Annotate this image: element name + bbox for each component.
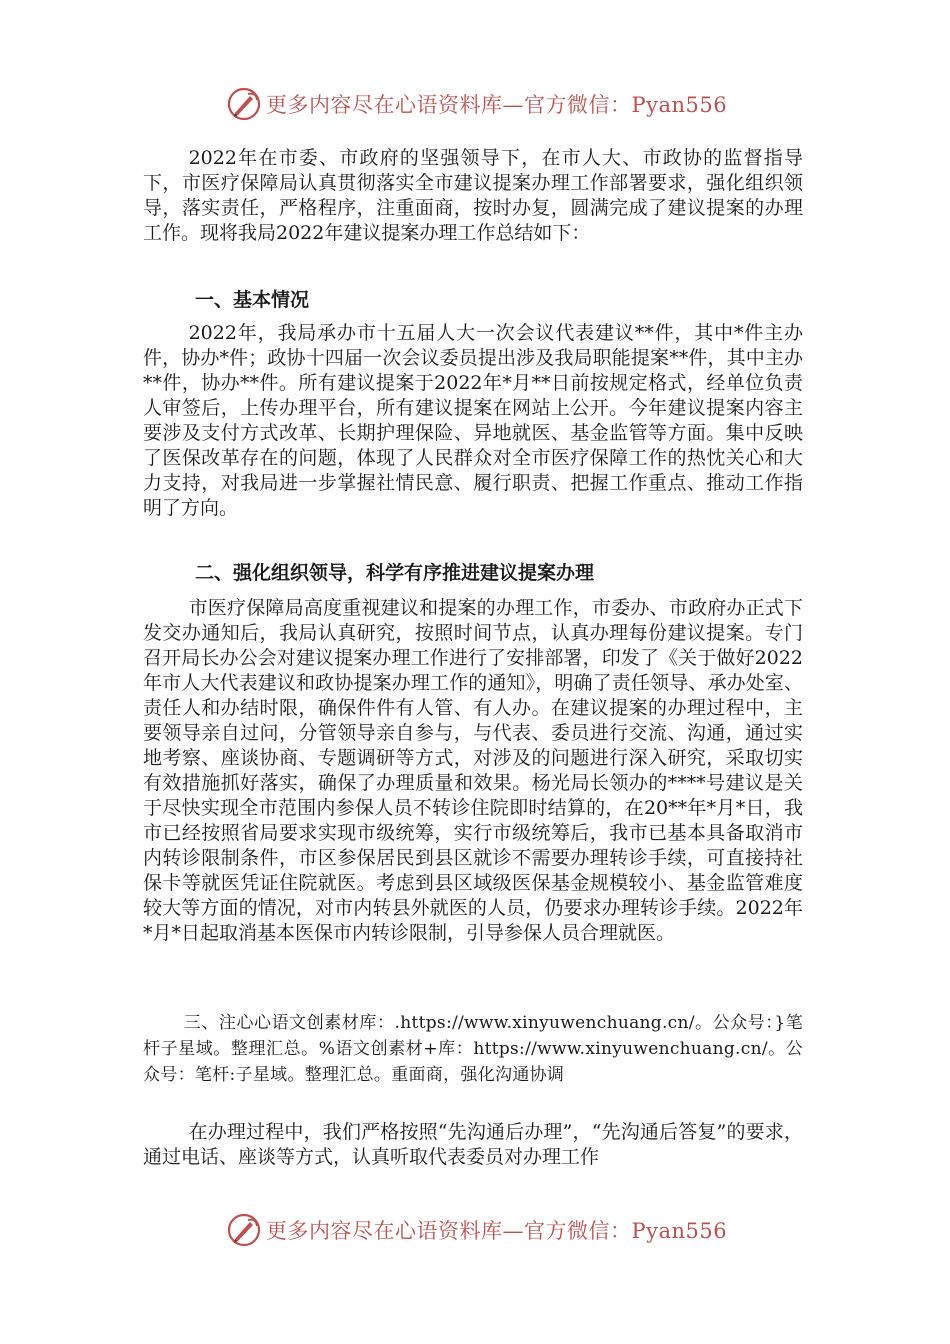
section-1-paragraph: 2022年，我局承办市十五届人大一次会议代表建议**件，其中*件主办件，协办*件；政协十四届一次会议委员提出涉及我局职能提案**件，其中主办**件，协办**件。所有建议提案于2022年*月**日前按规定格式，经单位负责人审签后，上传办理平台，所有建议提案在网站上公开。今年建议提案内容主要涉及支付方式改革、长期护理保险、异地就医、基金监管等方面。集中反映了医保改革存在的问题，体现了人民群众对全市医疗保障工作的热忱关心和大力支持，对我局进一步掌握社情民意、履行职责、把握工作重点、推动工作指明了方向。 (143, 322, 803, 519)
section-1-heading: 一、基本情况 (195, 289, 310, 311)
section-4-paragraph: 在办理过程中，我们严格按照“先沟通后办理”，“先沟通后答复”的要求，通过电话、座谈等方式，认真听取代表委员对办理工作 (143, 1121, 803, 1168)
section-3-paragraph: 三、注心心语文创素材库：.https://www.xinyuwenchuang.cn/。公众号：}笔杆子星域。整理汇总。%语文创素材+库：https://www.xinyuwenchuang.cn/。公众号：笔杆:子星域。整理汇总。重面商，强化沟通协调 (143, 1013, 803, 1085)
section-2-paragraph: 市医疗保障局高度重视建议和提案的办理工作，市委办、市政府办正式下发交办通知后，我局认真研究，按照时间节点，认真办理每份建议提案。专门召开局长办公会对建议提案办理工作进行了安排部署，印发了《关于做好2022年市人大代表建议和政协提案办理工作的通知》，明确了责任领导、承办处室、责任人和办结时限，确保件件有人管、有人办。在建议提案的办理过程中，主要领导亲自过问，分管领导亲自参与，与代表、委员进行交流、沟通，通过实地考察、座谈协商、专题调研等方式，对涉及的问题进行深入研究，采取切实有效措施抓好落实，确保了办理质量和效果。杨光局长领办的****号建议是关于尽快实现全市范围内参保人员不转诊住院即时结算的，在20**年*月*日，我市已经按照省局要求实现市级统筹，实行市级统筹后，我市已基本具备取消市内转诊限制条件，市区参保居民到县区就诊不需要办理转诊手续，可直接持社保卡等就医凭证住院就医。考虑到县区域级医保基金规模较小、基金监管难度较大等方面的情况，对市内转县外就医的人员，仍要求办理转诊手续。2022年*月*日起取消基本医保市内转诊限制，引导参保人员合理就医。 (143, 597, 803, 944)
pen-icon (226, 1212, 262, 1248)
watermark-banner-bottom (226, 1210, 746, 1250)
section-2-heading: 二、强化组织领导，科学有序推进建议提案办理 (195, 562, 595, 584)
watermark-text: 更多内容尽在心语资料库—官方微信：Pyan556 (266, 1219, 728, 1243)
intro-paragraph: 2022年在市委、市政府的坚强领导下，在市人大、市政协的监督指导下，市医疗保障局认真贯彻落实全市建议提案办理工作部署要求，强化组织领导，落实责任，严格程序，注重面商，按时办复，圆满完成了建议提案的办理工作。现将我局2022年建议提案办理工作总结如下： (143, 147, 803, 244)
pen-icon (226, 86, 262, 122)
watermark-text: 更多内容尽在心语资料库—官方微信：Pyan556 (266, 93, 728, 117)
watermark-banner-top (226, 84, 746, 124)
